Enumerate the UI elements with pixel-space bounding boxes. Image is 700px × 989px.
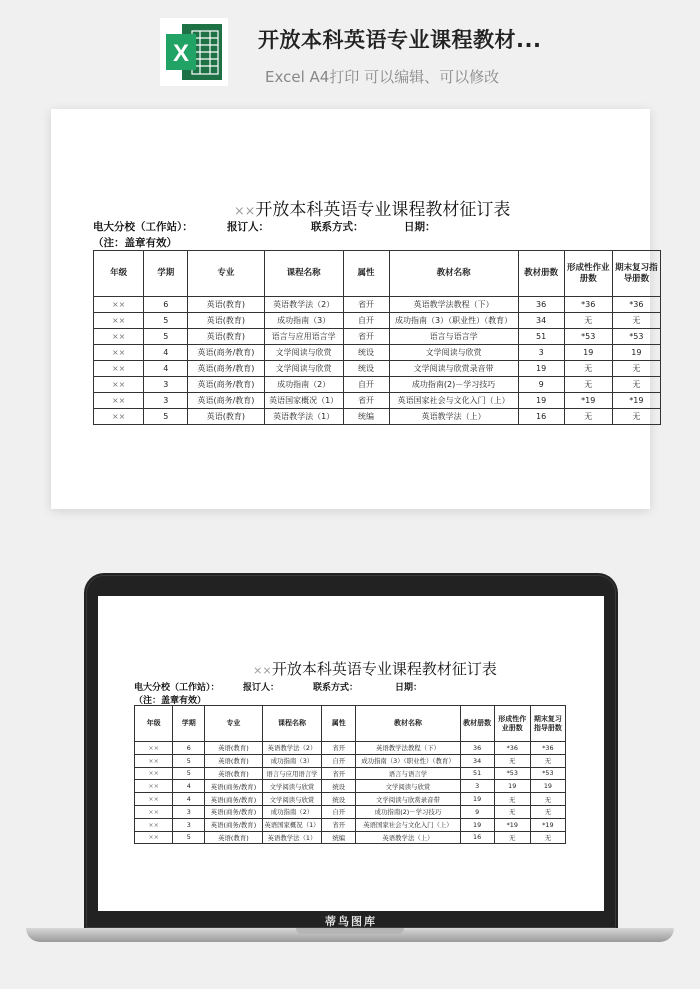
- table-cell: ××: [135, 754, 173, 767]
- column-header: 属性: [343, 251, 389, 297]
- table-row: [135, 831, 566, 844]
- table-cell: 无: [612, 313, 660, 329]
- table-cell: 文学阅读与欣赏: [356, 780, 460, 793]
- table-cell: 成功指南（2）: [262, 805, 322, 818]
- table-cell: ××: [94, 361, 144, 377]
- column-header: 期末复习指导册数: [612, 251, 660, 297]
- table-cell: ××: [94, 377, 144, 393]
- table-cell: 自开: [343, 313, 389, 329]
- column-header: 属性: [322, 706, 356, 742]
- table-cell: 51: [518, 329, 564, 345]
- table-cell: 9: [460, 805, 494, 818]
- page-subtitle: Excel A4打印 可以编辑、可以修改: [265, 68, 500, 86]
- table-cell: 6: [173, 742, 205, 755]
- column-header: 课程名称: [264, 251, 343, 297]
- table-cell: 英语(商务/教育): [205, 818, 262, 831]
- table-cell: 英语教学法教程（下）: [389, 297, 518, 313]
- table-cell: 文学阅读与欣赏: [262, 780, 322, 793]
- laptop-mockup: [84, 573, 618, 928]
- table-cell: 无: [564, 313, 612, 329]
- table-cell: 16: [518, 409, 564, 425]
- table-cell: 19: [518, 361, 564, 377]
- info-school: 电大分校（工作站）：: [93, 221, 193, 233]
- table-cell: 自开: [343, 377, 389, 393]
- table-cell: 19: [494, 780, 530, 793]
- table-cell: ××: [135, 831, 173, 844]
- table-row: [94, 377, 661, 393]
- table-cell: *53: [612, 329, 660, 345]
- column-header: 课程名称: [262, 706, 322, 742]
- screen-info-orderer: 报订人：: [243, 683, 280, 693]
- table-cell: ××: [135, 767, 173, 780]
- table-cell: 英语国家社会与文化入门（上）: [356, 818, 460, 831]
- table-cell: 文学阅读与欣赏: [262, 793, 322, 806]
- table-cell: 36: [518, 297, 564, 313]
- table-cell: *53: [564, 329, 612, 345]
- table-cell: ××: [94, 345, 144, 361]
- document-title-prefix: ××: [234, 204, 256, 219]
- table-cell: 英语教学法（2）: [262, 742, 322, 755]
- table-cell: 英语(商务/教育): [188, 393, 265, 409]
- table-cell: 英语国家概况（1）: [264, 393, 343, 409]
- table-cell: 6: [144, 297, 188, 313]
- table-cell: ××: [135, 742, 173, 755]
- column-header: 学期: [173, 706, 205, 742]
- table-cell: 无: [564, 409, 612, 425]
- table-cell: 4: [173, 793, 205, 806]
- table-cell: ××: [135, 818, 173, 831]
- table-cell: *53: [494, 767, 530, 780]
- column-header: 年级: [94, 251, 144, 297]
- table-cell: 英语教学法（上）: [356, 831, 460, 844]
- table-cell: 无: [530, 831, 565, 844]
- table-cell: 英语教学法（2）: [264, 297, 343, 313]
- table-cell: 成功指南（3）（职业性）（教育）: [389, 313, 518, 329]
- table-cell: 成功指南（3）（职业性）（教育）: [356, 754, 460, 767]
- page-title: 开放本科英语专业课程教材...: [258, 28, 542, 52]
- table-cell: *36: [564, 297, 612, 313]
- table-cell: ××: [94, 329, 144, 345]
- info-note: （注：盖章有效）: [93, 237, 177, 249]
- table-row: [135, 805, 566, 818]
- table-cell: 成功指南（3）: [262, 754, 322, 767]
- svg-text:X: X: [172, 40, 190, 67]
- table-cell: *19: [530, 818, 565, 831]
- column-header: 教材名称: [389, 251, 518, 297]
- table-cell: 无: [530, 805, 565, 818]
- table-cell: *19: [494, 818, 530, 831]
- table-cell: 省开: [322, 742, 356, 755]
- table-row: [135, 742, 566, 755]
- table-cell: 统设: [322, 793, 356, 806]
- table-header-row: [94, 251, 661, 297]
- table-cell: 语言与语言学: [356, 767, 460, 780]
- info-date: 日期：: [404, 221, 436, 233]
- table-cell: ××: [135, 805, 173, 818]
- table-row: [94, 329, 661, 345]
- table-cell: 省开: [343, 297, 389, 313]
- table-cell: 4: [173, 780, 205, 793]
- table-cell: ××: [94, 297, 144, 313]
- table-header-row: [135, 706, 566, 742]
- column-header: 教材册数: [518, 251, 564, 297]
- info-contact: 联系方式：: [311, 221, 364, 233]
- table-cell: 5: [173, 754, 205, 767]
- textbook-table: [93, 250, 661, 425]
- table-cell: ××: [94, 393, 144, 409]
- table-cell: 16: [460, 831, 494, 844]
- column-header: 年级: [135, 706, 173, 742]
- table-cell: 3: [144, 377, 188, 393]
- table-cell: 51: [460, 767, 494, 780]
- table-cell: *36: [494, 742, 530, 755]
- table-cell: 英语(商务/教育): [205, 805, 262, 818]
- info-orderer: 报订人：: [227, 221, 269, 233]
- table-cell: 5: [173, 831, 205, 844]
- table-cell: 无: [494, 754, 530, 767]
- table-cell: 文学阅读与欣赏: [264, 361, 343, 377]
- table-row: [94, 361, 661, 377]
- table-cell: 无: [564, 377, 612, 393]
- document-preview: [51, 109, 658, 509]
- table-cell: 无: [612, 409, 660, 425]
- table-cell: 英语国家概况（1）: [262, 818, 322, 831]
- table-cell: ××: [94, 313, 144, 329]
- column-header: 形成性作业册数: [494, 706, 530, 742]
- screen-info-school: 电大分校（工作站）：: [134, 683, 220, 693]
- table-cell: 英语(商务/教育): [205, 780, 262, 793]
- table-cell: 自开: [322, 754, 356, 767]
- table-row: [94, 393, 661, 409]
- column-header: 教材名称: [356, 706, 460, 742]
- table-cell: 3: [173, 805, 205, 818]
- table-cell: 19: [612, 345, 660, 361]
- document-title: [234, 195, 510, 220]
- table-row: [135, 793, 566, 806]
- table-cell: 英语(教育): [188, 313, 265, 329]
- table-cell: 无: [494, 805, 530, 818]
- column-header: 期末复习指导册数: [530, 706, 565, 742]
- table-cell: ××: [94, 409, 144, 425]
- table-cell: 34: [518, 313, 564, 329]
- table-cell: 统编: [343, 409, 389, 425]
- table-cell: 英语(教育): [205, 767, 262, 780]
- table-cell: 英语(教育): [188, 297, 265, 313]
- table-cell: 成功指南（3）: [264, 313, 343, 329]
- table-cell: 5: [173, 767, 205, 780]
- column-header: 学期: [144, 251, 188, 297]
- table-cell: 语言与应用语言学: [262, 767, 322, 780]
- laptop-brand-label: 蒂鸟图库: [325, 915, 377, 928]
- column-header: 教材册数: [460, 706, 494, 742]
- table-cell: ××: [135, 780, 173, 793]
- table-cell: 英语(教育): [188, 409, 265, 425]
- table-cell: 5: [144, 409, 188, 425]
- table-cell: 34: [460, 754, 494, 767]
- table-cell: 19: [518, 393, 564, 409]
- table-cell: 文学阅读与欣赏: [389, 345, 518, 361]
- table-cell: 3: [173, 818, 205, 831]
- table-cell: 英语(商务/教育): [205, 793, 262, 806]
- table-cell: 英语(商务/教育): [188, 361, 265, 377]
- table-cell: 英语(商务/教育): [188, 377, 265, 393]
- table-cell: 4: [144, 361, 188, 377]
- table-row: [94, 345, 661, 361]
- table-cell: 无: [564, 361, 612, 377]
- table-row: [135, 767, 566, 780]
- table-cell: 3: [460, 780, 494, 793]
- laptop-notch: [296, 928, 404, 934]
- table-cell: 省开: [343, 329, 389, 345]
- table-cell: 英语国家社会与文化入门（上）: [389, 393, 518, 409]
- table-cell: 成功指南(2)－学习技巧: [356, 805, 460, 818]
- table-cell: 19: [460, 793, 494, 806]
- table-row: [135, 818, 566, 831]
- table-cell: 英语教学法（上）: [389, 409, 518, 425]
- table-cell: 统设: [322, 780, 356, 793]
- table-cell: 省开: [322, 818, 356, 831]
- table-cell: 英语教学法（1）: [264, 409, 343, 425]
- table-cell: 省开: [322, 767, 356, 780]
- table-cell: *19: [564, 393, 612, 409]
- table-cell: 19: [564, 345, 612, 361]
- screen-document-title: [253, 658, 497, 679]
- screen-info-date: 日期：: [395, 683, 423, 693]
- table-cell: 文学阅读与欣赏录音带: [356, 793, 460, 806]
- table-cell: 成功指南（2）: [264, 377, 343, 393]
- table-cell: 5: [144, 329, 188, 345]
- table-row: [94, 313, 661, 329]
- table-cell: 语言与应用语言学: [264, 329, 343, 345]
- table-cell: 无: [612, 377, 660, 393]
- table-cell: 统编: [322, 831, 356, 844]
- table-cell: 英语(教育): [205, 742, 262, 755]
- page-header: [0, 0, 700, 100]
- table-row: [94, 297, 661, 313]
- table-cell: *36: [530, 742, 565, 755]
- table-cell: 无: [530, 754, 565, 767]
- table-cell: 无: [494, 793, 530, 806]
- table-cell: 语言与语言学: [389, 329, 518, 345]
- table-cell: 省开: [343, 393, 389, 409]
- table-cell: 英语(教育): [205, 831, 262, 844]
- table-cell: 成功指南(2)－学习技巧: [389, 377, 518, 393]
- table-cell: 无: [494, 831, 530, 844]
- laptop-screen: [98, 596, 604, 911]
- screen-document-title-text: 开放本科英语专业课程教材征订表: [271, 660, 497, 678]
- table-cell: 9: [518, 377, 564, 393]
- table-cell: 36: [460, 742, 494, 755]
- table-cell: 统设: [343, 361, 389, 377]
- table-cell: 无: [612, 361, 660, 377]
- table-cell: 文学阅读与欣赏: [264, 345, 343, 361]
- table-cell: 英语(教育): [188, 329, 265, 345]
- table-cell: 3: [144, 393, 188, 409]
- table-cell: 19: [530, 780, 565, 793]
- document-title-text: 开放本科英语专业课程教材征订表: [255, 200, 511, 220]
- table-cell: 英语教学法（1）: [262, 831, 322, 844]
- column-header: 专业: [205, 706, 262, 742]
- screen-info-note: （注：盖章有效）: [134, 696, 207, 706]
- table-cell: *19: [612, 393, 660, 409]
- table-cell: 无: [530, 793, 565, 806]
- screen-info-contact: 联系方式：: [313, 683, 359, 693]
- table-cell: 3: [518, 345, 564, 361]
- table-cell: *36: [612, 297, 660, 313]
- table-cell: 4: [144, 345, 188, 361]
- table-cell: 5: [144, 313, 188, 329]
- table-row: [135, 754, 566, 767]
- column-header: 形成性作业册数: [564, 251, 612, 297]
- table-cell: ××: [135, 793, 173, 806]
- table-cell: 19: [460, 818, 494, 831]
- table-cell: 英语教学法教程（下）: [356, 742, 460, 755]
- table-cell: 英语(教育): [205, 754, 262, 767]
- table-cell: 自开: [322, 805, 356, 818]
- screen-document-title-prefix: ××: [253, 664, 272, 677]
- table-row: [94, 409, 661, 425]
- table-cell: 英语(商务/教育): [188, 345, 265, 361]
- table-cell: 统设: [343, 345, 389, 361]
- column-header: 专业: [188, 251, 265, 297]
- table-cell: 文学阅读与欣赏录音带: [389, 361, 518, 377]
- excel-icon: [160, 18, 228, 86]
- screen-textbook-table: [134, 705, 566, 844]
- table-cell: *53: [530, 767, 565, 780]
- table-row: [135, 780, 566, 793]
